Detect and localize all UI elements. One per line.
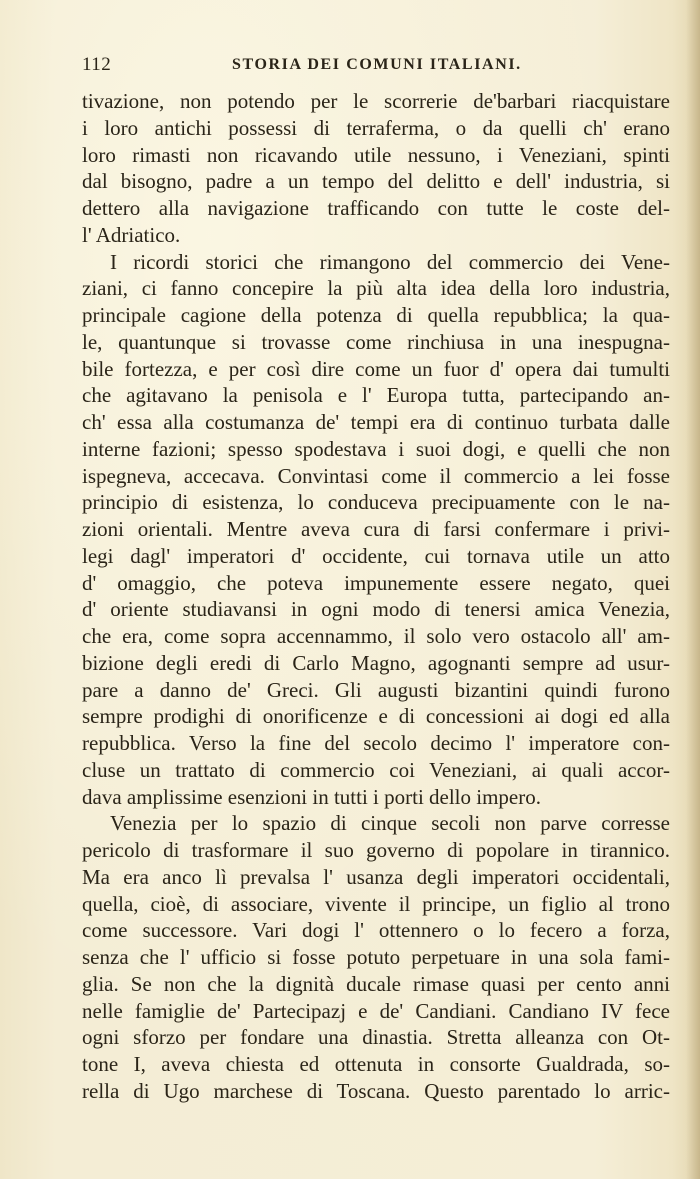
text-line: interne fazioni; spesso spodestava i suoi dogi, e quelli che non: [82, 436, 670, 461]
text-line: bizione degli eredi di Carlo Magno, agognanti sempre ad usur-: [82, 650, 670, 675]
text-line: dal bisogno, padre a un tempo del delitto e dell' industria, si: [82, 169, 670, 194]
running-head: STORIA DEI COMUNI ITALIANI.: [232, 56, 522, 73]
text-line: i loro antichi possessi di terraferma, o da quelli ch' erano: [82, 115, 670, 140]
text-line: nelle famiglie de' Partecipazj e de' Candiani. Candiano IV fece: [82, 998, 670, 1023]
text-line: l' Adriatico.: [82, 222, 181, 247]
text-line: I ricordi storici che rimangono del commercio dei Vene-: [110, 249, 670, 274]
page-header: [82, 54, 670, 84]
text-line: rella di Ugo marchese di Toscana. Questo parentado lo arric-: [82, 1078, 670, 1103]
text-line: pericolo di trasformare il suo governo di popolare in tirannico.: [82, 838, 670, 862]
text-line: le, quantunque si trovasse come rinchiusa in una inespugna-: [82, 329, 670, 354]
text-line: cluse un trattato di commercio coi Veneziani, ai quali accor-: [82, 757, 670, 782]
text-line: glia. Se non che la dignità ducale rimase quasi per cento anni: [82, 971, 670, 996]
text-line: pare a danno de' Greci. Gli augusti bizantini quindi furono: [82, 677, 670, 702]
text-line: ch' essa alla costumanza de' tempi era di continuo turbata dalle: [82, 410, 670, 434]
text-line: principale cagione della potenza di quella repubblica; la qua-: [82, 303, 670, 327]
text-line: senza che l' ufficio si fosse potuto perpetuare in una sola fami-: [82, 945, 670, 969]
text-line: legi dagl' imperatori d' occidente, cui tornava utile un atto: [82, 543, 670, 568]
page-edge-shadow: [686, 0, 700, 1179]
text-line: ispegneva, accecava. Convintasi come il commercio a lei fosse: [82, 463, 670, 488]
page-number: 112: [82, 54, 112, 75]
text-line: principio di esistenza, lo conduceva precipuamente con le na-: [82, 490, 670, 515]
text-line: quella, cioè, di associare, vivente il principe, un figlio al trono: [82, 891, 670, 916]
text-line: tivazione, non potendo per le scorrerie de'barbari riacquistare: [82, 89, 670, 113]
text-line: come successore. Vari dogi l' ottennero o lo fecero a forza,: [82, 918, 670, 943]
text-line: tone I, aveva chiesta ed ottenuta in consorte Gualdrada, so-: [82, 1052, 670, 1076]
text-line: bile fortezza, e per così dire come un fuor d' opera dai tumulti: [82, 356, 670, 381]
text-line: che era, come sopra accennammo, il solo vero ostacolo all' am-: [82, 624, 670, 648]
text-line: zioni orientali. Mentre aveva cura di farsi confermare i privi-: [82, 517, 670, 541]
text-line: Venezia per lo spazio di cinque secoli non parve corresse: [110, 811, 670, 836]
text-line: ogni sforzo per fondare una dinastia. Stretta alleanza con Ot-: [82, 1025, 670, 1050]
text-line: Ma era anco lì prevalsa l' usanza degli imperatori occidentali,: [82, 864, 670, 889]
text-line: d' omaggio, che poteva impunemente essere negato, quei: [82, 570, 670, 595]
text-line: dettero alla navigazione trafficando con tutte le coste del-: [82, 196, 670, 220]
text-line: loro rimasti non ricavando utile nessuno, i Veneziani, spinti: [82, 142, 670, 167]
text-line: sempre prodighi di onorificenze e di concessioni ai dogi ed alla: [82, 704, 670, 729]
text-line: d' oriente studiavansi in ogni modo di tenersi amica Venezia,: [82, 597, 670, 622]
text-line: che agitavano la penisola e l' Europa tutta, partecipando an-: [82, 383, 670, 408]
text-line: repubblica. Verso la fine del secolo decimo l' imperatore con-: [82, 731, 670, 755]
text-line: dava amplissime esenzioni in tutti i porti dello impero.: [82, 784, 541, 809]
text-line: ziani, ci fanno concepire la più alta idea della loro industria,: [82, 276, 670, 301]
body-text: [82, 88, 670, 1105]
